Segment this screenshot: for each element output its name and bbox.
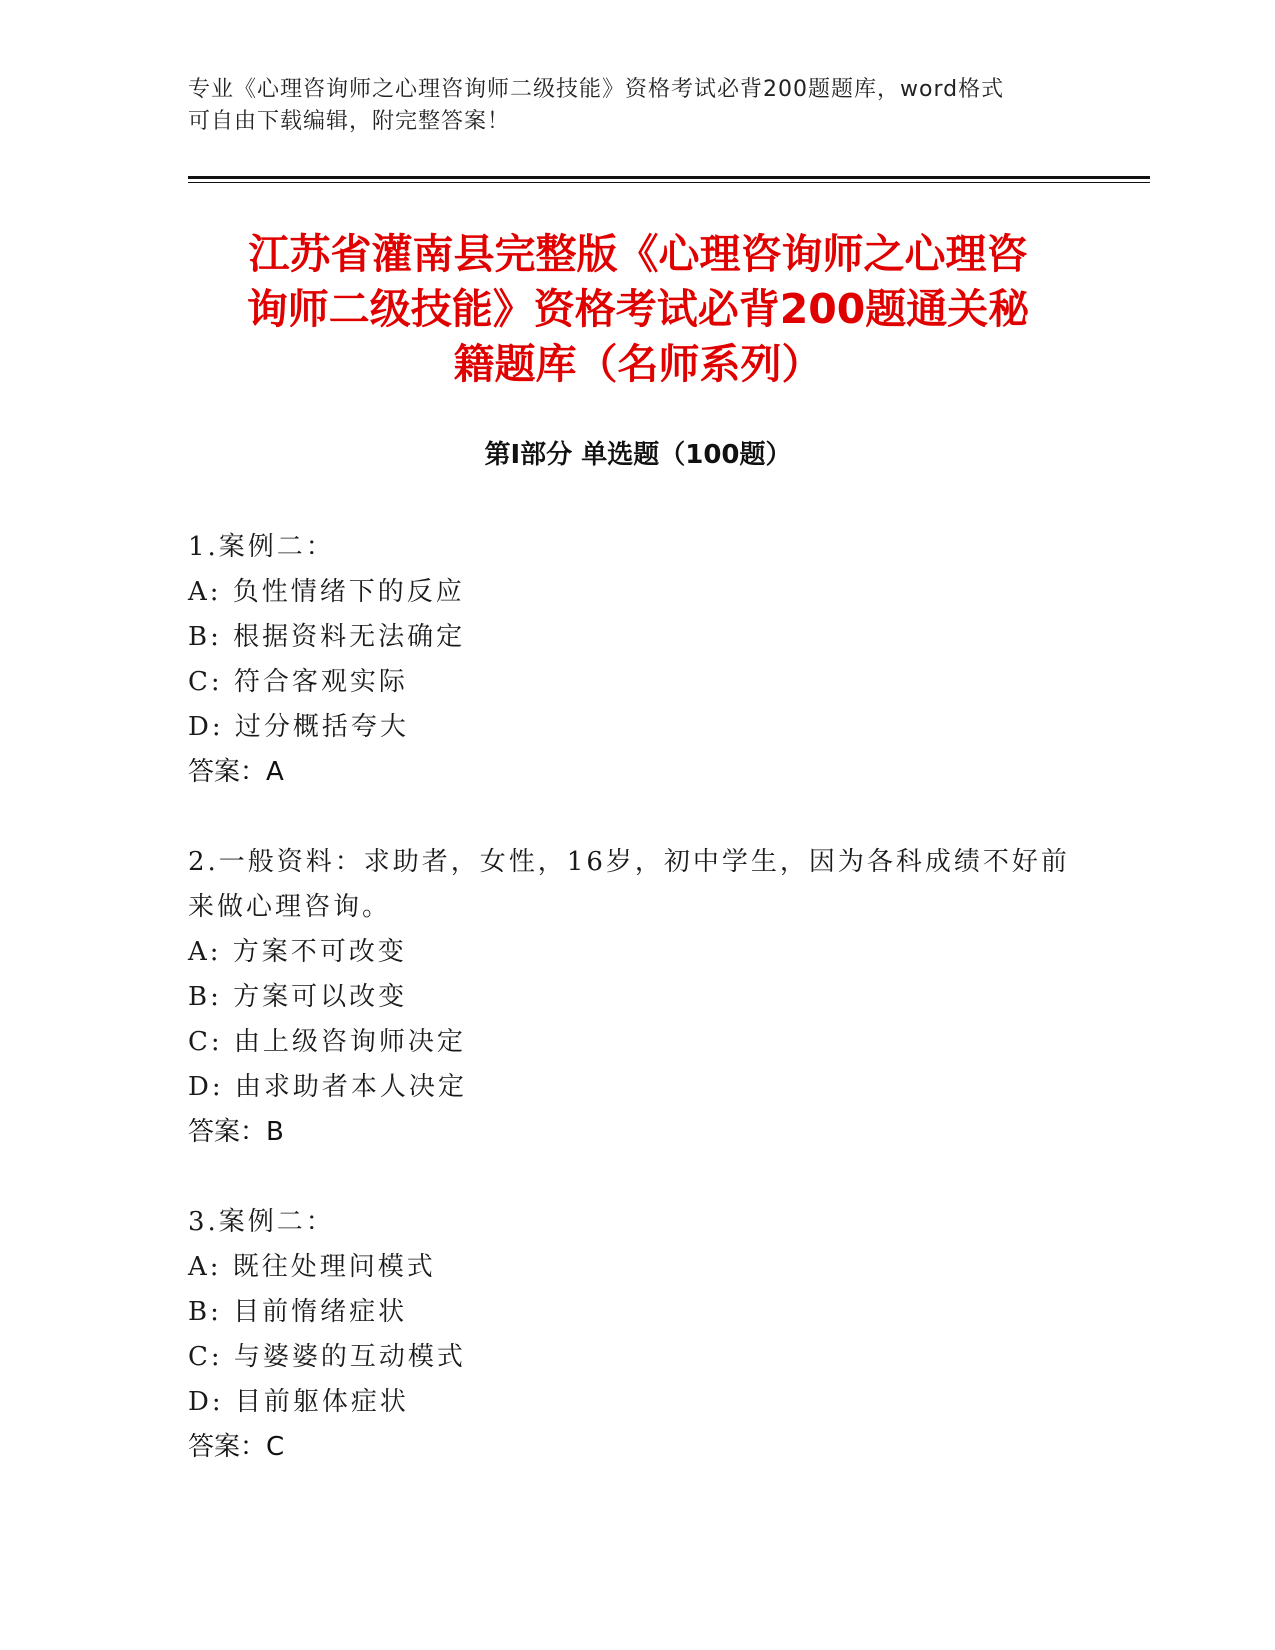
question-stem: 1.案例二：	[188, 532, 335, 562]
header-divider-thin	[188, 182, 1150, 183]
option-b: B: 目前惰绪症状	[188, 1297, 408, 1327]
option-d: D: 目前躯体症状	[188, 1387, 409, 1417]
question-stem-continued: 来做心理咨询。	[188, 892, 392, 922]
question-item	[188, 1200, 1088, 1470]
answer-label: 答案：A	[188, 757, 284, 787]
answer-label: 答案：B	[188, 1117, 284, 1147]
question-stem: 3.案例二：	[188, 1207, 335, 1237]
option-c: C: 与婆婆的互动模式	[188, 1342, 466, 1372]
header-note-line-2: 可自由下载编辑，附完整答案！	[188, 109, 511, 134]
question-item	[188, 840, 1088, 1155]
option-a: A: 既往处理问模式	[188, 1252, 436, 1282]
document-title-line-1: 江苏省灌南县完整版《心理咨询师之心理咨	[248, 230, 1028, 278]
option-d: D: 过分概括夸大	[188, 712, 409, 742]
answer-label: 答案：C	[188, 1432, 285, 1462]
option-d: D: 由求助者本人决定	[188, 1072, 467, 1102]
question-item	[188, 525, 1088, 795]
header-divider-thick	[188, 176, 1150, 179]
document-title	[188, 227, 1088, 392]
document-header-note	[188, 74, 1068, 138]
option-a: A: 负性情绪下的反应	[188, 577, 465, 607]
header-note-line-1: 专业《心理咨询师之心理咨询师二级技能》资格考试必背200题题库，word格式	[188, 77, 1005, 102]
document-title-line-2: 询师二级技能》资格考试必背200题通关秘	[246, 285, 1030, 333]
option-b: B: 根据资料无法确定	[188, 622, 466, 652]
document-title-line-3: 籍题库（名师系列）	[453, 340, 823, 388]
option-a: A: 方案不可改变	[188, 937, 407, 967]
option-c: C: 符合客观实际	[188, 667, 408, 697]
section-title: 第Ⅰ部分 单选题（100题）	[484, 440, 792, 470]
option-c: C: 由上级咨询师决定	[188, 1027, 466, 1057]
question-list	[188, 525, 1088, 1470]
question-stem: 2.一般资料：求助者，女性，16岁，初中学生，因为各科成绩不好前	[188, 847, 1070, 877]
option-b: B: 方案可以改变	[188, 982, 408, 1012]
